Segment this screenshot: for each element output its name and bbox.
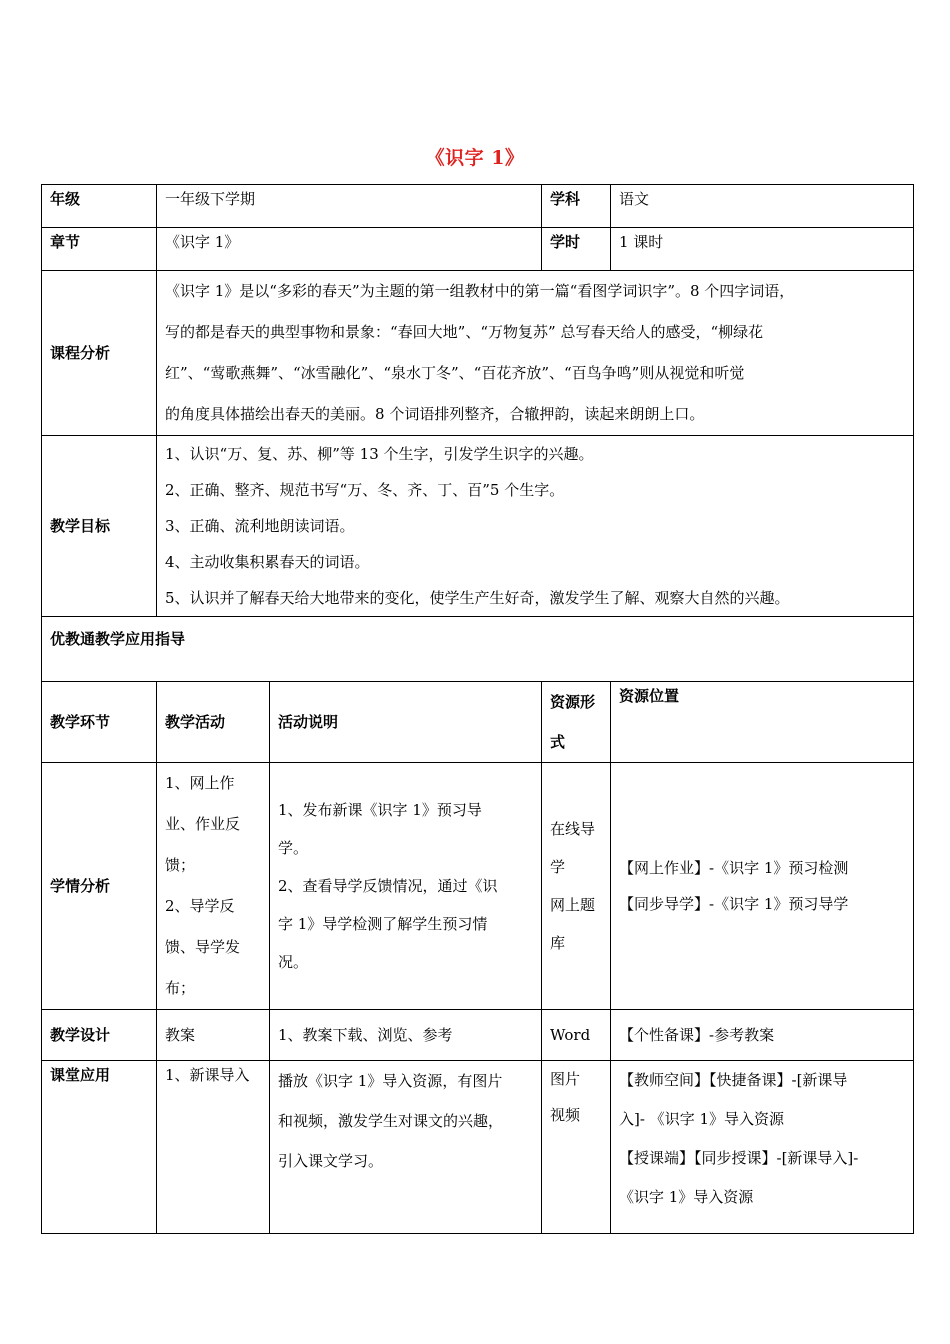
desc-line: 字 1》导学检测了解学生预习情 — [278, 915, 488, 933]
stage-row — [42, 1061, 914, 1234]
stage-row — [42, 763, 914, 1010]
goal-item: 4、主动收集积累春天的词语。 — [165, 553, 370, 571]
hours-label: 学时 — [542, 228, 611, 271]
subject-label: 学科 — [542, 185, 611, 228]
goal-item: 3、正确、流利地朗读词语。 — [165, 517, 355, 535]
stage-location — [611, 1061, 914, 1234]
goals-text — [157, 436, 914, 617]
desc-line: 引入课文学习。 — [278, 1152, 384, 1170]
col-form-line: 式 — [550, 733, 566, 751]
chapter-row — [42, 228, 914, 271]
form-line: 视频 — [550, 1106, 581, 1124]
stage-desc: 1、教案下载、浏览、参考 — [270, 1010, 542, 1061]
location-line: 【教师空间】【快捷备课】-[新课导 — [619, 1071, 848, 1089]
location-line: 【授课端】【同步授课】-[新课导入]- — [619, 1149, 859, 1167]
grade-value: 一年级下学期 — [157, 185, 542, 228]
hours-value: 1 课时 — [611, 228, 914, 271]
subject-value: 语文 — [611, 185, 914, 228]
desc-line: 2、查看导学反馈情况，通过《识 — [278, 877, 498, 895]
page-title: 《识字 1》 — [425, 147, 525, 169]
stage-activity: 教案 — [157, 1010, 270, 1061]
location-line: 【网上作业】-《识字 1》预习检测 — [619, 859, 849, 877]
stage-activity: 1、新课导入 — [157, 1061, 270, 1234]
stage-location: 【个性备课】-参考教案 — [611, 1010, 914, 1061]
desc-line: 况。 — [278, 953, 309, 971]
analysis-text — [157, 271, 914, 436]
analysis-line: 红”、“莺歌燕舞”、“冰雪融化”、“泉水丁冬”、“百花齐放”、“百鸟争鸣”则从视觉和听觉 — [165, 364, 745, 382]
activity-line: 业、作业反 — [165, 815, 241, 833]
guide-title-row — [42, 617, 914, 682]
activity-line: 1、网上作 — [165, 774, 235, 792]
activity-line: 馈； — [165, 856, 196, 874]
location-line: 入]- 《识字 1》导入资源 — [619, 1110, 785, 1128]
stage-location — [611, 763, 914, 1010]
form-line: 图片 — [550, 1070, 581, 1088]
analysis-row — [42, 271, 914, 436]
goals-label: 教学目标 — [42, 436, 157, 617]
grade-row — [42, 185, 914, 228]
desc-line: 和视频，激发学生对课文的兴趣， — [278, 1112, 504, 1130]
col-activity: 教学活动 — [157, 682, 270, 763]
analysis-line: 的角度具体描绘出春天的美丽。8 个词语排列整齐，合辙押韵，读起来朗朗上口。 — [165, 405, 705, 423]
desc-line: 学。 — [278, 839, 309, 857]
location-line: 《识字 1》导入资源 — [619, 1188, 754, 1206]
form-line: 在线导 — [550, 820, 596, 838]
goals-row — [42, 436, 914, 617]
stage-row — [42, 1010, 914, 1061]
stage-form: Word — [542, 1010, 611, 1061]
chapter-value: 《识字 1》 — [157, 228, 542, 271]
form-line: 库 — [550, 934, 566, 952]
stage-name: 教学设计 — [42, 1010, 157, 1061]
desc-line: 播放《识字 1》导入资源，有图片 — [278, 1072, 503, 1090]
form-line: 学 — [550, 858, 566, 876]
stage-form — [542, 763, 611, 1010]
col-stage: 教学环节 — [42, 682, 157, 763]
col-desc: 活动说明 — [270, 682, 542, 763]
col-form-line: 资源形 — [550, 693, 596, 711]
goal-item: 5、认识并了解春天给大地带来的变化，使学生产生好奇，激发学生了解、观察大自然的兴趣。 — [165, 589, 790, 607]
stage-desc — [270, 1061, 542, 1234]
location-line: 【同步导学】-《识字 1》预习导学 — [619, 895, 849, 913]
lesson-table — [41, 184, 914, 1234]
grade-label: 年级 — [42, 185, 157, 228]
analysis-label: 课程分析 — [42, 271, 157, 436]
stage-form — [542, 1061, 611, 1234]
stage-name: 课堂应用 — [42, 1061, 157, 1234]
guide-title: 优教通教学应用指导 — [42, 617, 914, 682]
analysis-line: 写的都是春天的典型事物和景象：“春回大地”、“万物复苏” 总写春天给人的感受，“柳绿花 — [165, 323, 764, 341]
chapter-label: 章节 — [42, 228, 157, 271]
column-header-row — [42, 682, 914, 763]
activity-line: 2、导学反 — [165, 897, 235, 915]
desc-line: 1、发布新课《识字 1》预习导 — [278, 801, 482, 819]
col-location: 资源位置 — [611, 682, 914, 763]
col-form — [542, 682, 611, 763]
goal-item: 2、正确、整齐、规范书写“万、冬、齐、丁、百”5 个生字。 — [165, 481, 565, 499]
activity-line: 布； — [165, 979, 196, 997]
activity-line: 馈、导学发 — [165, 938, 241, 956]
stage-desc — [270, 763, 542, 1010]
stage-activity — [157, 763, 270, 1010]
analysis-line: 《识字 1》是以“多彩的春天”为主题的第一组教材中的第一篇“看图学词识字”。8 个四字词语， — [165, 282, 795, 300]
goal-item: 1、认识“万、复、苏、柳”等 13 个生字，引发学生识字的兴趣。 — [165, 445, 594, 463]
form-line: 网上题 — [550, 896, 596, 914]
stage-name: 学情分析 — [42, 763, 157, 1010]
